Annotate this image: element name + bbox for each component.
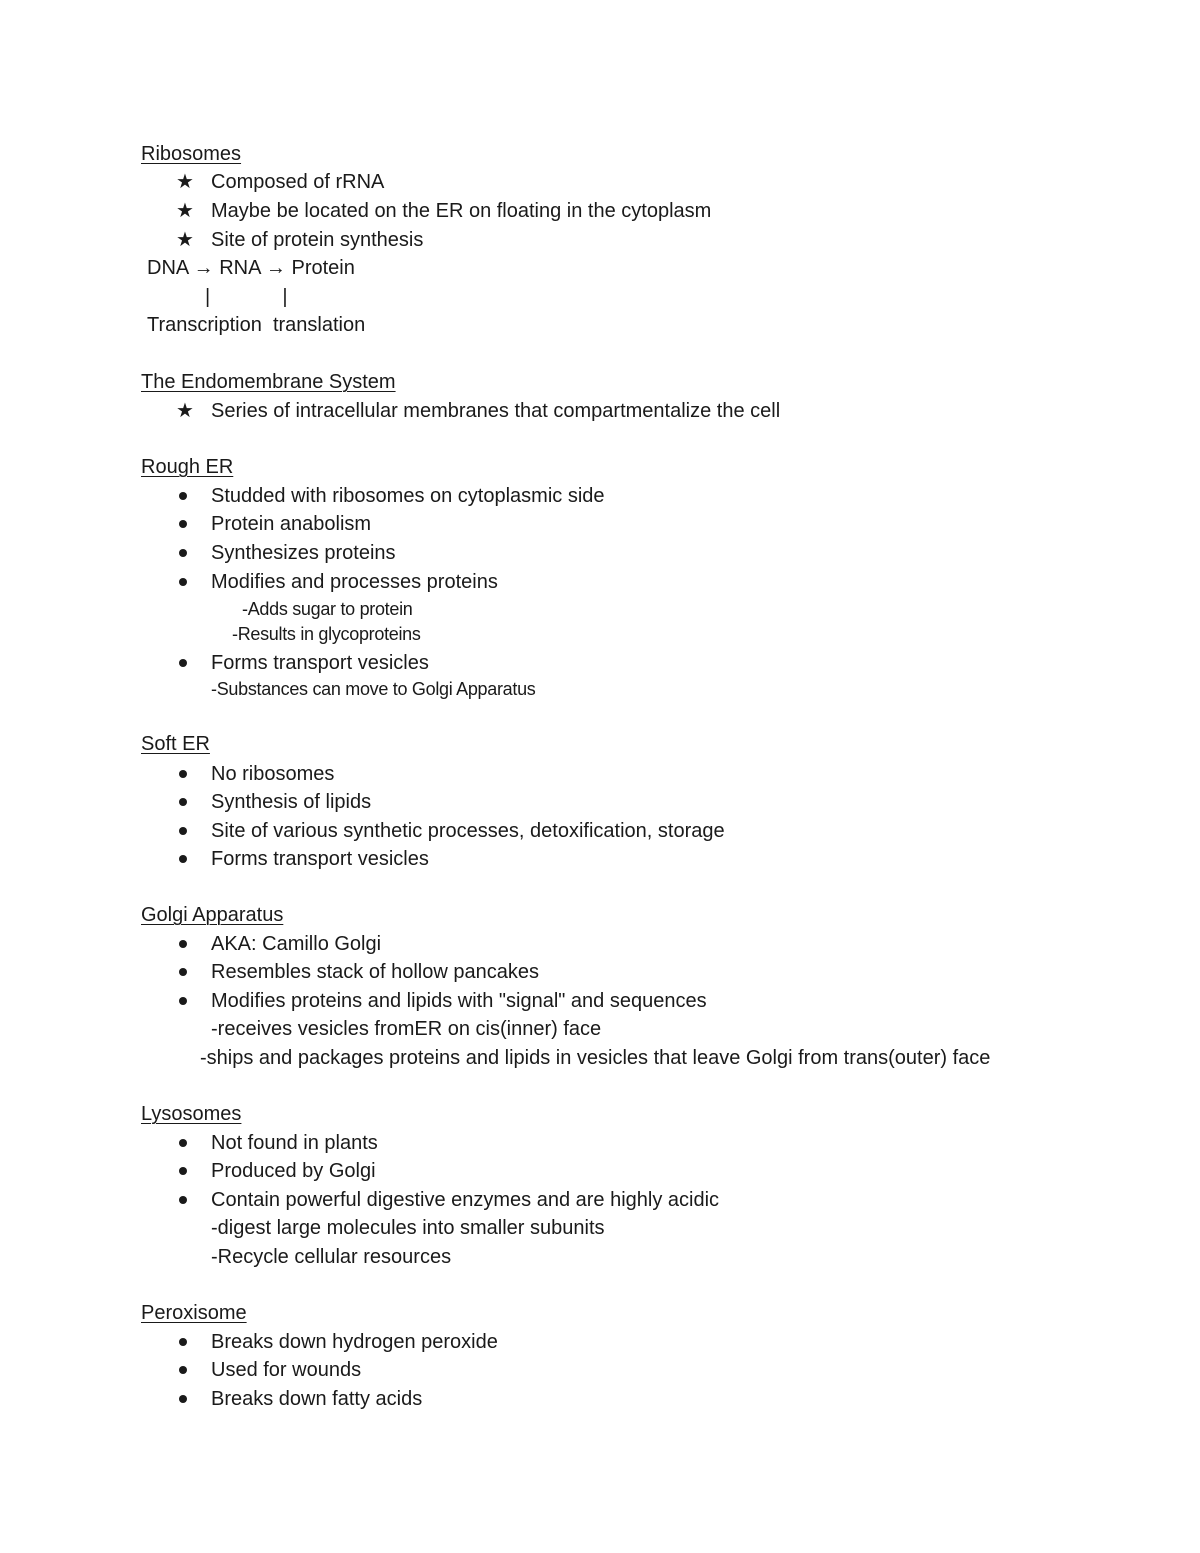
central-dogma-bars: | | xyxy=(205,286,288,308)
section-heading-ribosomes: Ribosomes xyxy=(141,143,242,165)
list-item: Composed of rRNA xyxy=(211,171,385,193)
filled-circle-bullet-icon xyxy=(179,968,187,976)
sub-item: -digest large molecules into smaller subunits xyxy=(211,1217,605,1239)
filled-circle-bullet-icon xyxy=(179,578,187,586)
list-item: Maybe be located on the ER on floating in the cytoplasm xyxy=(211,200,712,222)
list-item: Modifies and processes proteins xyxy=(211,571,498,593)
central-dogma-flow: DNA → RNA → Protein xyxy=(147,257,355,279)
list-item: Breaks down hydrogen peroxide xyxy=(211,1331,498,1353)
filled-circle-bullet-icon xyxy=(179,827,187,835)
filled-circle-bullet-icon xyxy=(179,1338,187,1346)
section-heading-golgi: Golgi Apparatus xyxy=(141,904,284,926)
list-item: Synthesis of lipids xyxy=(211,791,372,813)
section-heading-rough-er: Rough ER xyxy=(141,456,234,478)
section-heading-lysosomes: Lysosomes xyxy=(141,1103,242,1125)
list-item: Breaks down fatty acids xyxy=(211,1388,423,1410)
section-heading-peroxisome: Peroxisome xyxy=(141,1302,247,1324)
list-item: Modifies proteins and lipids with "signal" and sequences xyxy=(211,990,707,1012)
list-item: AKA: Camillo Golgi xyxy=(211,933,382,955)
sub-item: -Adds sugar to protein xyxy=(242,599,413,619)
sub-item: -receives vesicles fromER on cis(inner) face xyxy=(211,1018,602,1040)
filled-circle-bullet-icon xyxy=(179,520,187,528)
section-heading-endomembrane: The Endomembrane System xyxy=(141,371,396,393)
list-item: Resembles stack of hollow pancakes xyxy=(211,961,539,983)
list-item: Used for wounds xyxy=(211,1359,362,1381)
sub-item: -Results in glycoproteins xyxy=(232,624,421,644)
filled-circle-bullet-icon xyxy=(179,855,187,863)
filled-circle-bullet-icon xyxy=(179,549,187,557)
star-bullet-icon: ★ xyxy=(176,171,194,193)
sub-item: -Substances can move to Golgi Apparatus xyxy=(211,679,536,699)
list-item: Site of various synthetic processes, detoxification, storage xyxy=(211,820,725,842)
list-item: Not found in plants xyxy=(211,1132,378,1154)
list-item: Site of protein synthesis xyxy=(211,229,424,251)
filled-circle-bullet-icon xyxy=(179,1395,187,1403)
filled-circle-bullet-icon xyxy=(179,659,187,667)
list-item: Forms transport vesicles xyxy=(211,848,429,870)
filled-circle-bullet-icon xyxy=(179,1139,187,1147)
section-heading-soft-er: Soft ER xyxy=(141,733,210,755)
filled-circle-bullet-icon xyxy=(179,492,187,500)
filled-circle-bullet-icon xyxy=(179,798,187,806)
filled-circle-bullet-icon xyxy=(179,1196,187,1204)
list-item: Series of intracellular membranes that compartmentalize the cell xyxy=(211,400,781,422)
list-item: Produced by Golgi xyxy=(211,1160,376,1182)
list-item: No ribosomes xyxy=(211,763,335,785)
sub-item: -Recycle cellular resources xyxy=(211,1246,452,1268)
filled-circle-bullet-icon xyxy=(179,770,187,778)
sub-item: -ships and packages proteins and lipids in vesicles that leave Golgi from trans(outer) face xyxy=(200,1047,991,1069)
star-bullet-icon: ★ xyxy=(176,200,194,222)
list-item: Contain powerful digestive enzymes and are highly acidic xyxy=(211,1189,720,1211)
star-bullet-icon: ★ xyxy=(176,400,194,422)
filled-circle-bullet-icon xyxy=(179,1167,187,1175)
central-dogma-labels: Transcription translation xyxy=(147,314,366,336)
list-item: Protein anabolism xyxy=(211,513,372,535)
filled-circle-bullet-icon xyxy=(179,997,187,1005)
star-bullet-icon: ★ xyxy=(176,229,194,251)
list-item: Forms transport vesicles xyxy=(211,652,429,674)
filled-circle-bullet-icon xyxy=(179,1366,187,1374)
list-item: Studded with ribosomes on cytoplasmic side xyxy=(211,485,605,507)
list-item: Synthesizes proteins xyxy=(211,542,396,564)
filled-circle-bullet-icon xyxy=(179,940,187,948)
